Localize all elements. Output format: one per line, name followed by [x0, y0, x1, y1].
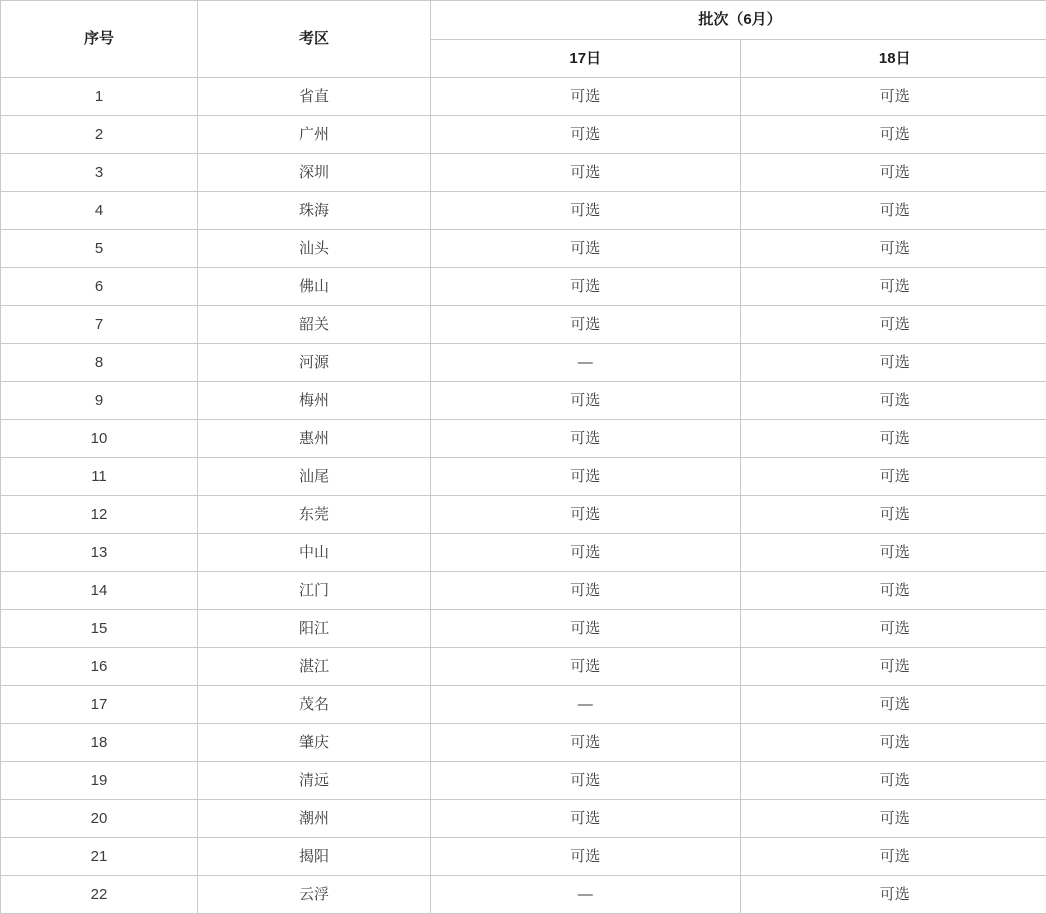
cell-index: 19 — [1, 762, 198, 800]
cell-index: 10 — [1, 420, 198, 458]
cell-area: 江门 — [198, 572, 431, 610]
cell-slot-day1: 可选 — [431, 648, 741, 686]
cell-index: 3 — [1, 154, 198, 192]
cell-slot-day1: 可选 — [431, 192, 741, 230]
cell-area: 湛江 — [198, 648, 431, 686]
cell-slot-day2: 可选 — [740, 800, 1046, 838]
table-row — [1, 572, 1046, 610]
table-row — [1, 268, 1046, 306]
table-row — [1, 610, 1046, 648]
cell-area: 清远 — [198, 762, 431, 800]
cell-area: 揭阳 — [198, 838, 431, 876]
cell-area: 广州 — [198, 116, 431, 154]
cell-slot-day2: 可选 — [740, 724, 1046, 762]
cell-area: 中山 — [198, 534, 431, 572]
cell-slot-day2: 可选 — [740, 686, 1046, 724]
cell-slot-day2: 可选 — [740, 496, 1046, 534]
cell-slot-day2: 可选 — [740, 192, 1046, 230]
cell-slot-day2: 可选 — [740, 534, 1046, 572]
cell-index: 6 — [1, 268, 198, 306]
table-row — [1, 78, 1046, 116]
cell-area: 汕尾 — [198, 458, 431, 496]
cell-slot-day2: 可选 — [740, 610, 1046, 648]
cell-slot-day2: 可选 — [740, 268, 1046, 306]
table-row — [1, 686, 1046, 724]
cell-area: 东莞 — [198, 496, 431, 534]
table-row — [1, 154, 1046, 192]
cell-slot-day2: 可选 — [740, 382, 1046, 420]
table-row — [1, 496, 1046, 534]
cell-slot-day1: 可选 — [431, 154, 741, 192]
cell-index: 5 — [1, 230, 198, 268]
cell-slot-day2: 可选 — [740, 78, 1046, 116]
cell-index: 9 — [1, 382, 198, 420]
cell-area: 肇庆 — [198, 724, 431, 762]
cell-slot-day1: 可选 — [431, 78, 741, 116]
cell-index: 4 — [1, 192, 198, 230]
cell-slot-day1: 可选 — [431, 420, 741, 458]
cell-slot-day1: 可选 — [431, 610, 741, 648]
table-row — [1, 192, 1046, 230]
table-row — [1, 800, 1046, 838]
cell-area: 珠海 — [198, 192, 431, 230]
table-row — [1, 420, 1046, 458]
cell-slot-day1: 可选 — [431, 458, 741, 496]
cell-area: 潮州 — [198, 800, 431, 838]
cell-area: 深圳 — [198, 154, 431, 192]
cell-area: 省直 — [198, 78, 431, 116]
cell-index: 14 — [1, 572, 198, 610]
table-header — [1, 1, 1046, 78]
cell-area: 汕头 — [198, 230, 431, 268]
table-row — [1, 230, 1046, 268]
column-header-index: 序号 — [1, 1, 198, 78]
cell-slot-day1: 可选 — [431, 724, 741, 762]
cell-index: 18 — [1, 724, 198, 762]
cell-slot-day2: 可选 — [740, 762, 1046, 800]
cell-index: 11 — [1, 458, 198, 496]
table-row — [1, 382, 1046, 420]
cell-index: 20 — [1, 800, 198, 838]
table-row — [1, 116, 1046, 154]
table-body — [1, 78, 1046, 914]
cell-slot-day2: 可选 — [740, 344, 1046, 382]
cell-slot-day1: 可选 — [431, 116, 741, 154]
cell-index: 21 — [1, 838, 198, 876]
cell-slot-day2: 可选 — [740, 838, 1046, 876]
cell-area: 梅州 — [198, 382, 431, 420]
cell-slot-day2: 可选 — [740, 648, 1046, 686]
cell-index: 1 — [1, 78, 198, 116]
table-row — [1, 838, 1046, 876]
table-row — [1, 724, 1046, 762]
cell-slot-day1: 可选 — [431, 534, 741, 572]
cell-slot-day2: 可选 — [740, 876, 1046, 914]
column-header-day2: 18日 — [740, 39, 1046, 78]
column-header-batch: 批次（6月） — [431, 1, 1046, 40]
cell-slot-day2: 可选 — [740, 420, 1046, 458]
cell-index: 13 — [1, 534, 198, 572]
cell-index: 16 — [1, 648, 198, 686]
column-header-day1: 17日 — [431, 39, 741, 78]
cell-slot-day1: — — [431, 686, 741, 724]
cell-slot-day1: 可选 — [431, 838, 741, 876]
cell-index: 15 — [1, 610, 198, 648]
table-row — [1, 534, 1046, 572]
cell-index: 12 — [1, 496, 198, 534]
cell-area: 阳江 — [198, 610, 431, 648]
table-row — [1, 648, 1046, 686]
cell-index: 8 — [1, 344, 198, 382]
column-header-area: 考区 — [198, 1, 431, 78]
cell-slot-day1: 可选 — [431, 306, 741, 344]
cell-slot-day1: 可选 — [431, 762, 741, 800]
cell-index: 7 — [1, 306, 198, 344]
cell-slot-day1: 可选 — [431, 496, 741, 534]
cell-area: 河源 — [198, 344, 431, 382]
table-row — [1, 344, 1046, 382]
cell-slot-day2: 可选 — [740, 154, 1046, 192]
cell-area: 云浮 — [198, 876, 431, 914]
cell-slot-day1: 可选 — [431, 382, 741, 420]
cell-slot-day2: 可选 — [740, 230, 1046, 268]
table-row — [1, 306, 1046, 344]
table-row — [1, 458, 1046, 496]
cell-slot-day1: 可选 — [431, 572, 741, 610]
table-header-row-primary — [1, 1, 1046, 40]
cell-area: 韶关 — [198, 306, 431, 344]
cell-index: 22 — [1, 876, 198, 914]
cell-slot-day1: — — [431, 876, 741, 914]
cell-area: 惠州 — [198, 420, 431, 458]
cell-slot-day1: — — [431, 344, 741, 382]
cell-slot-day1: 可选 — [431, 230, 741, 268]
cell-slot-day1: 可选 — [431, 800, 741, 838]
cell-slot-day1: 可选 — [431, 268, 741, 306]
cell-area: 茂名 — [198, 686, 431, 724]
cell-index: 17 — [1, 686, 198, 724]
cell-slot-day2: 可选 — [740, 306, 1046, 344]
table-row — [1, 762, 1046, 800]
cell-area: 佛山 — [198, 268, 431, 306]
cell-slot-day2: 可选 — [740, 458, 1046, 496]
cell-slot-day2: 可选 — [740, 116, 1046, 154]
cell-slot-day2: 可选 — [740, 572, 1046, 610]
cell-index: 2 — [1, 116, 198, 154]
table-row — [1, 876, 1046, 914]
